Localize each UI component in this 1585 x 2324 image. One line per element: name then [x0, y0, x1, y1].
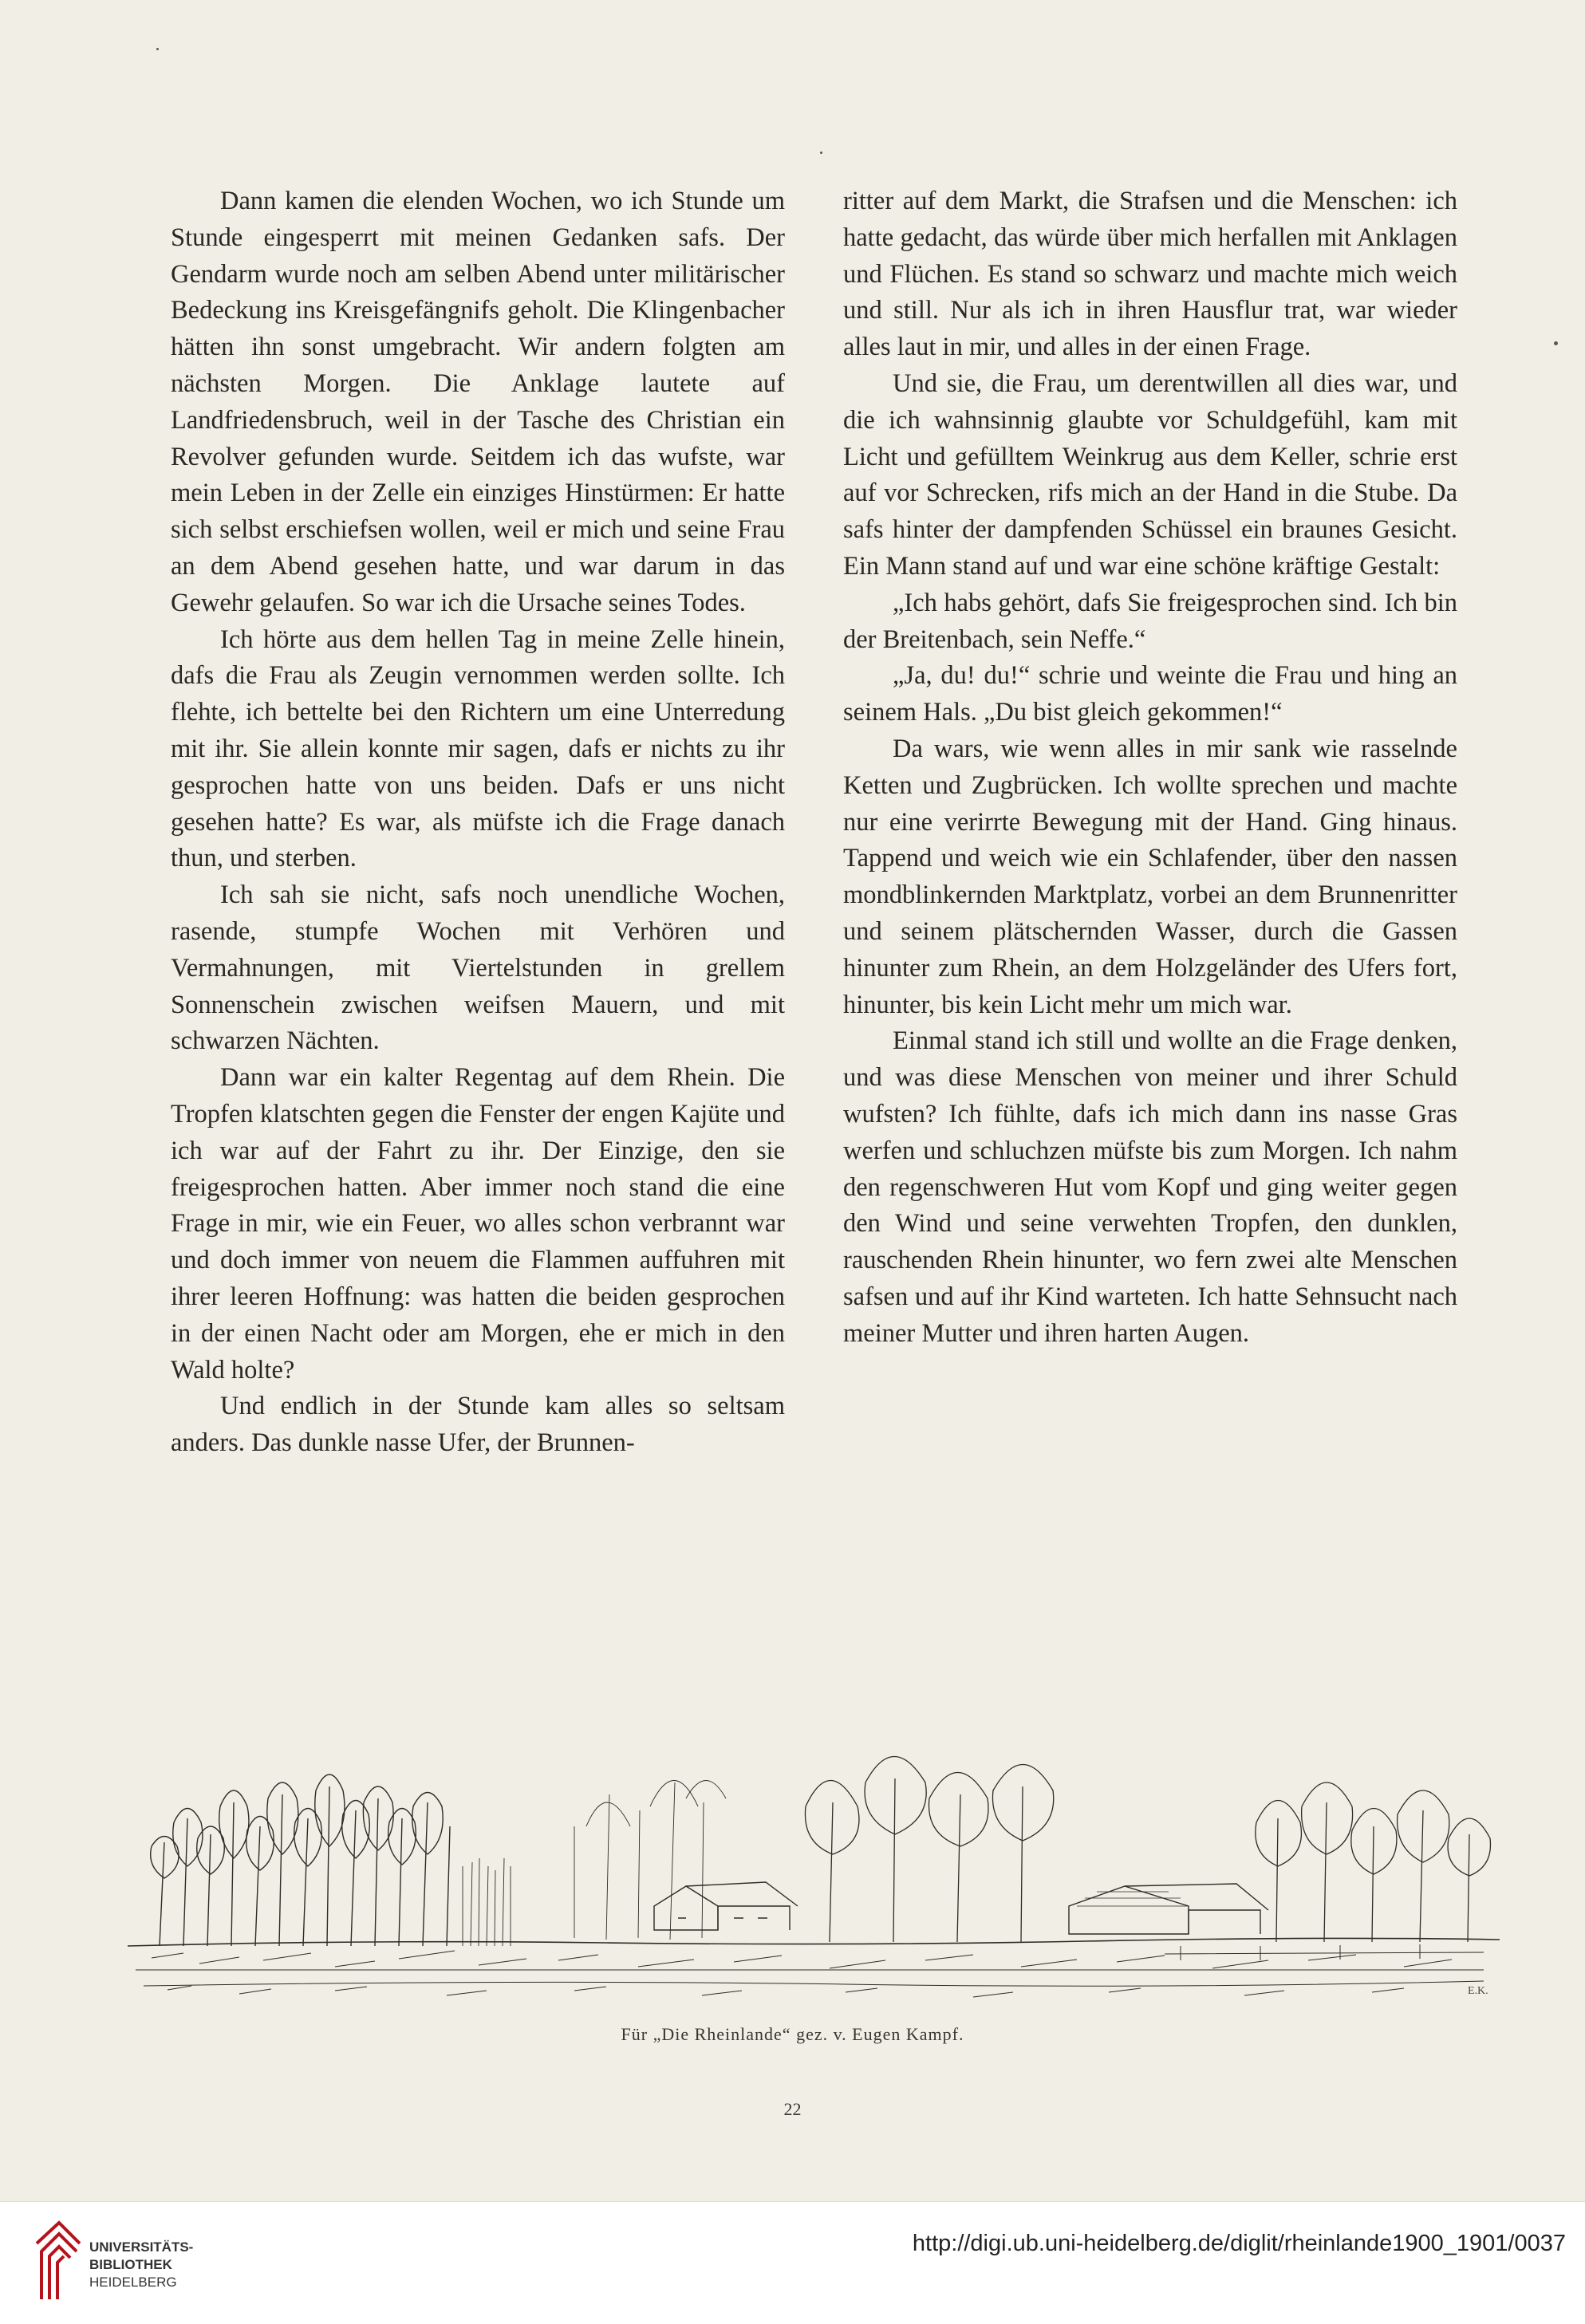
paragraph: ritter auf dem Markt, die Strafsen und die Menschen: ich hatte gedacht, das würde über mich herfallen mit Anklagen und Flüchen. Es stand so schwarz und machte mich weich und still. Nur als ich in ihren Hausflur trat, war wieder alles laut in mir, und alles in der einen Frage. — [843, 187, 1457, 362]
paragraph: Ich sah sie nicht, safs noch unendliche Wochen, rasende, stumpfe Wochen mit Verhören und Vermahnungen, mit Viertelstunden in grellem Sonnenschein zwischen weifsen Mauern, und mit schwarzen Nächten. — [171, 880, 785, 1056]
paper-speck — [820, 152, 822, 154]
landscape-drawing-icon — [128, 1707, 1500, 2010]
illustration-signature: E.K. — [1468, 1985, 1488, 1997]
ub-heidelberg-logo-icon — [35, 2220, 81, 2302]
library-name-line: BIBLIOTHEK — [89, 2257, 172, 2272]
paragraph: Da wars, wie wenn alles in mir sank wie rasselnde Ketten und Zugbrücken. Ich wollte sprechen und machte nur eine verirrte Bewegung mit der Hand. Ging hinaus. Tappend und weich wie ein Schlafender, über den nassen mondblinkernden Marktplatz, vorbei an dem Brunnenritter und seinem plätschernden Wasser, durch die Gassen hinunter zum Rhein, an dem Holzgeländer des Ufers fort, hinunter, bis kein Licht mehr um mich war. — [843, 734, 1457, 1019]
paragraph: Ich hörte aus dem hellen Tag in meine Zelle hinein, dafs die Frau als Zeugin vernommen werden sollte. Ich flehte, ich bettelte bei den Richtern um eine Unterredung mit ihr. Sie allein konnte mir sagen, dafs er nichts zu ihr gesprochen hatte von uns beiden. Dafs er uns nicht gesehen hatte? Es war, als müfste ich die Frage danach thun, und sterben. — [171, 624, 785, 873]
permalink-url[interactable]: http://digi.ub.uni-heidelberg.de/diglit/rheinlande1900_1901/0037 — [912, 2231, 1566, 2256]
paper-speck — [1554, 341, 1558, 345]
paragraph: Und endlich in der Stunde kam alles so seltsam anders. Das dunkle nasse Ufer, der Brunnen- — [171, 1392, 785, 1458]
library-name — [89, 2239, 193, 2291]
library-footer — [0, 2201, 1585, 2324]
paragraph: „Ja, du! du!“ schrie und weinte die Frau und hing an seinem Hals. „Du bist gleich gekommen!“ — [843, 661, 1457, 727]
illustration-caption: Für „Die Rheinlande“ gez. v. Eugen Kampf. — [621, 2024, 964, 2044]
paragraph: Einmal stand ich still und wollte an die Frage denken, und was diese Menschen von meiner und ihrer Schuld wufsten? Ich fühlte, dafs ich mich dann ins nasse Gras werfen und schluchzen müfste bis zum Morgen. Ich nahm den regenschweren Hut vom Kopf und ging weiter gegen den Wind und seine verwehten Tropfen, den dunklen, rauschenden Rhein hinunter, wo fern zwei alte Menschen safsen und auf ihr Kind warteten. Ich hatte Sehnsucht nach meiner Mutter und ihren harten Augen. — [843, 1026, 1457, 1348]
left-text-column — [171, 183, 785, 1462]
paragraph: Dann kamen die elenden Wochen, wo ich Stunde um Stunde eingesperrt mit meinen Gedanken safs. Der Gendarm wurde noch am selben Abend unter militärischer Bedeckung ins Kreisgefängnifs geholt. Die Klingenbacher hätten ihn sonst umgebracht. Wir andern folgten am nächsten Morgen. Die Anklage lautete auf Landfriedensbruch, weil in der Tasche des Christian ein Revolver gefunden wurde. Seitdem ich das wufste, war mein Leben in der Zelle ein einziges Hinstürmen: Er hatte sich selbst erschiefsen wollen, weil er mich und seine Frau an dem Abend gesehen hatte, und war darum in das Gewehr gelaufen. So war ich die Ursache seines Todes. — [171, 187, 785, 617]
paragraph: „Ich habs gehört, dafs Sie freigesprochen sind. Ich bin der Breitenbach, sein Neffe.“ — [843, 588, 1457, 654]
page-number: 22 — [783, 2099, 802, 2119]
right-text-column — [843, 183, 1457, 1353]
library-name-line: HEIDELBERG — [89, 2275, 177, 2290]
paper-speck — [156, 48, 159, 50]
library-name-line: UNIVERSITÄTS- — [89, 2239, 194, 2255]
paragraph: Dann war ein kalter Regentag auf dem Rhein. Die Tropfen klatschten gegen die Fenster der engen Kajüte und ich war auf der Fahrt zu ihr. Der Einzige, den sie freigesprochen hatten. Aber immer noch stand die eine Frage in mir, wie ein Feuer, wo alles schon verbrannt war und doch immer von neuem die Flammen auffuhren mit ihrer leeren Hoffnung: was hatten die beiden gesprochen in der einen Nacht oder am Morgen, ehe er mich in den Wald holte? — [171, 1063, 785, 1385]
paragraph: Und sie, die Frau, um derentwillen all dies war, und die ich wahnsinnig glaubte vor Schuldgefühl, kam mit Licht und gefülltem Weinkrug aus dem Keller, schrie erst auf vor Schrecken, rifs mich an der Hand in die Stube. Da safs hinter der dampfenden Schüssel ein braunes Gesicht. Ein Mann stand auf und war eine schöne kräftige Gestalt: — [843, 368, 1457, 581]
